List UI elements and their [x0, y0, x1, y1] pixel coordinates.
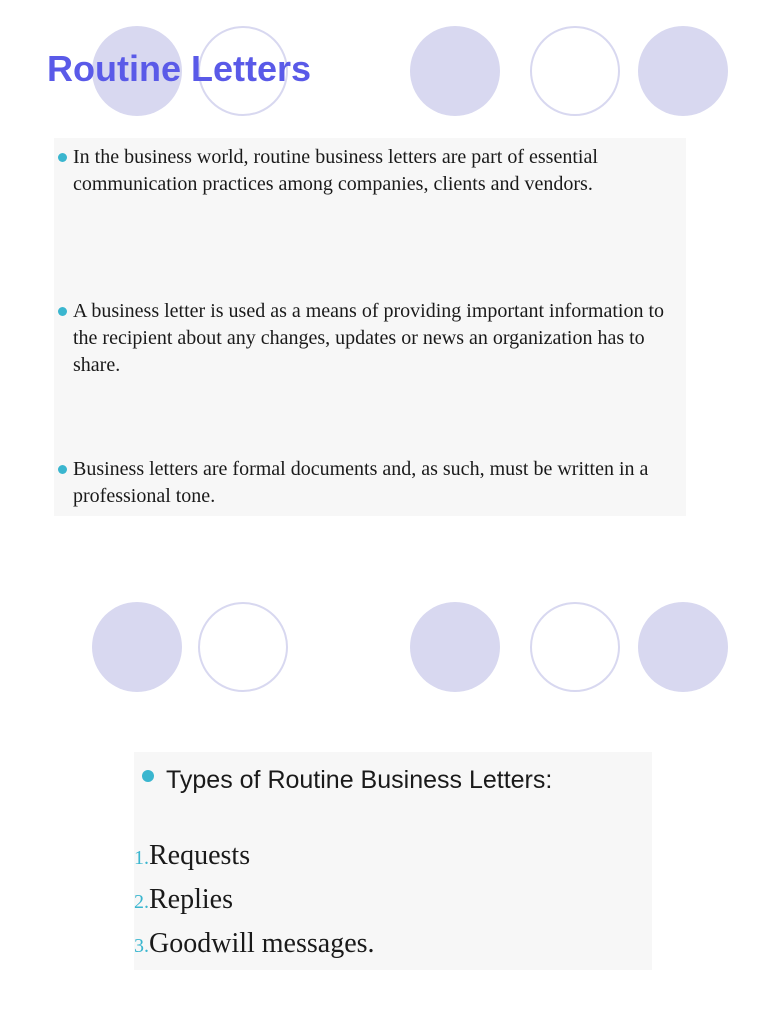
- types-heading: Types of Routine Business Letters:: [166, 766, 553, 794]
- decorative-circle-outline: [530, 26, 620, 116]
- types-list: [134, 840, 375, 972]
- text-image-panel: [54, 138, 686, 516]
- list-text: Requests: [149, 840, 251, 871]
- page-title: Routine Letters: [47, 48, 312, 89]
- bullet-icon: [58, 307, 67, 316]
- list-item: [134, 840, 375, 884]
- decorative-circle-filled: [410, 26, 500, 116]
- types-image-panel: [134, 752, 652, 970]
- bullet-text: In the business world, routine business letters are part of essential communication practices among companies, clients and vendors.: [73, 146, 598, 195]
- list-item: [134, 884, 375, 928]
- bullet-icon: [58, 465, 67, 474]
- decorative-circle-outline: [198, 602, 288, 692]
- decorative-circle-filled: [92, 602, 182, 692]
- list-number: 3.: [134, 935, 149, 957]
- decorative-circle-filled: [638, 26, 728, 116]
- list-number: 1.: [134, 847, 149, 869]
- bullet-text: A business letter is used as a means of providing important information to the recipient about any changes, updates or news an organization has to share.: [73, 300, 665, 376]
- bullet-text: Business letters are formal documents and, as such, must be written in a professional tone.: [73, 458, 649, 507]
- bullet-icon: [58, 153, 67, 162]
- list-item: [134, 928, 375, 972]
- list-text: Replies: [149, 884, 233, 915]
- decorative-circle-filled: [638, 602, 728, 692]
- decorative-circle-filled: [410, 602, 500, 692]
- list-text: Goodwill messages.: [149, 928, 375, 959]
- decorative-circle-outline: [530, 602, 620, 692]
- list-number: 2.: [134, 891, 149, 913]
- bullet-icon: [142, 770, 154, 782]
